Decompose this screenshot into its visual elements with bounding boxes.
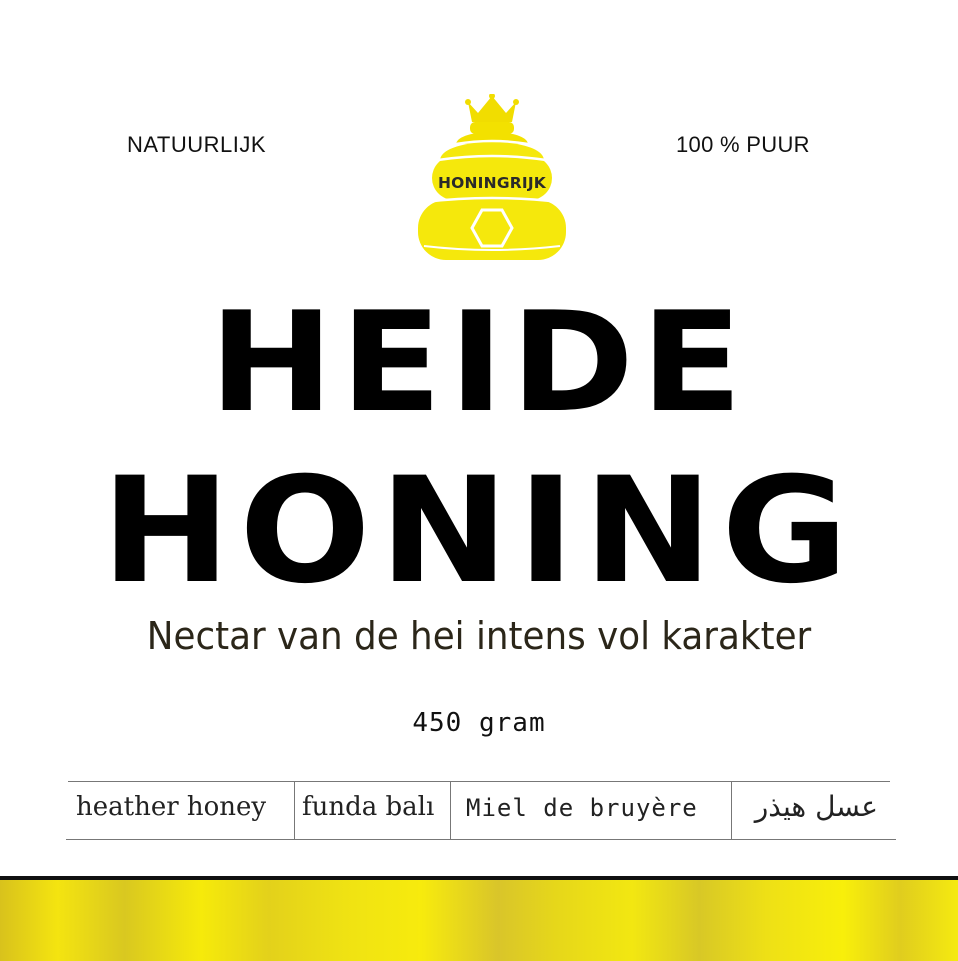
net-weight: 450 gram — [412, 708, 546, 738]
product-tagline: Nectar van de hei intens vol karakter — [146, 614, 812, 658]
name-arabic: عسل هيذر — [754, 790, 878, 823]
name-french: Miel de bruyère — [466, 794, 698, 822]
name-english: heather honey — [76, 792, 267, 822]
purity-label: 100 % PUUR — [676, 132, 810, 157]
natural-label: NATUURLIJK — [127, 132, 267, 157]
brand-name: HONINGRIJK — [437, 174, 547, 192]
product-title-line2: HONING — [101, 446, 857, 616]
name-turkish: funda balı — [302, 792, 435, 822]
table-divider — [294, 781, 295, 840]
gold-band — [0, 880, 958, 961]
table-divider — [450, 781, 451, 840]
table-top-border — [68, 781, 890, 782]
table-bottom-border — [66, 839, 896, 840]
table-divider — [731, 781, 732, 840]
product-title-line1: HEIDE — [209, 282, 749, 443]
